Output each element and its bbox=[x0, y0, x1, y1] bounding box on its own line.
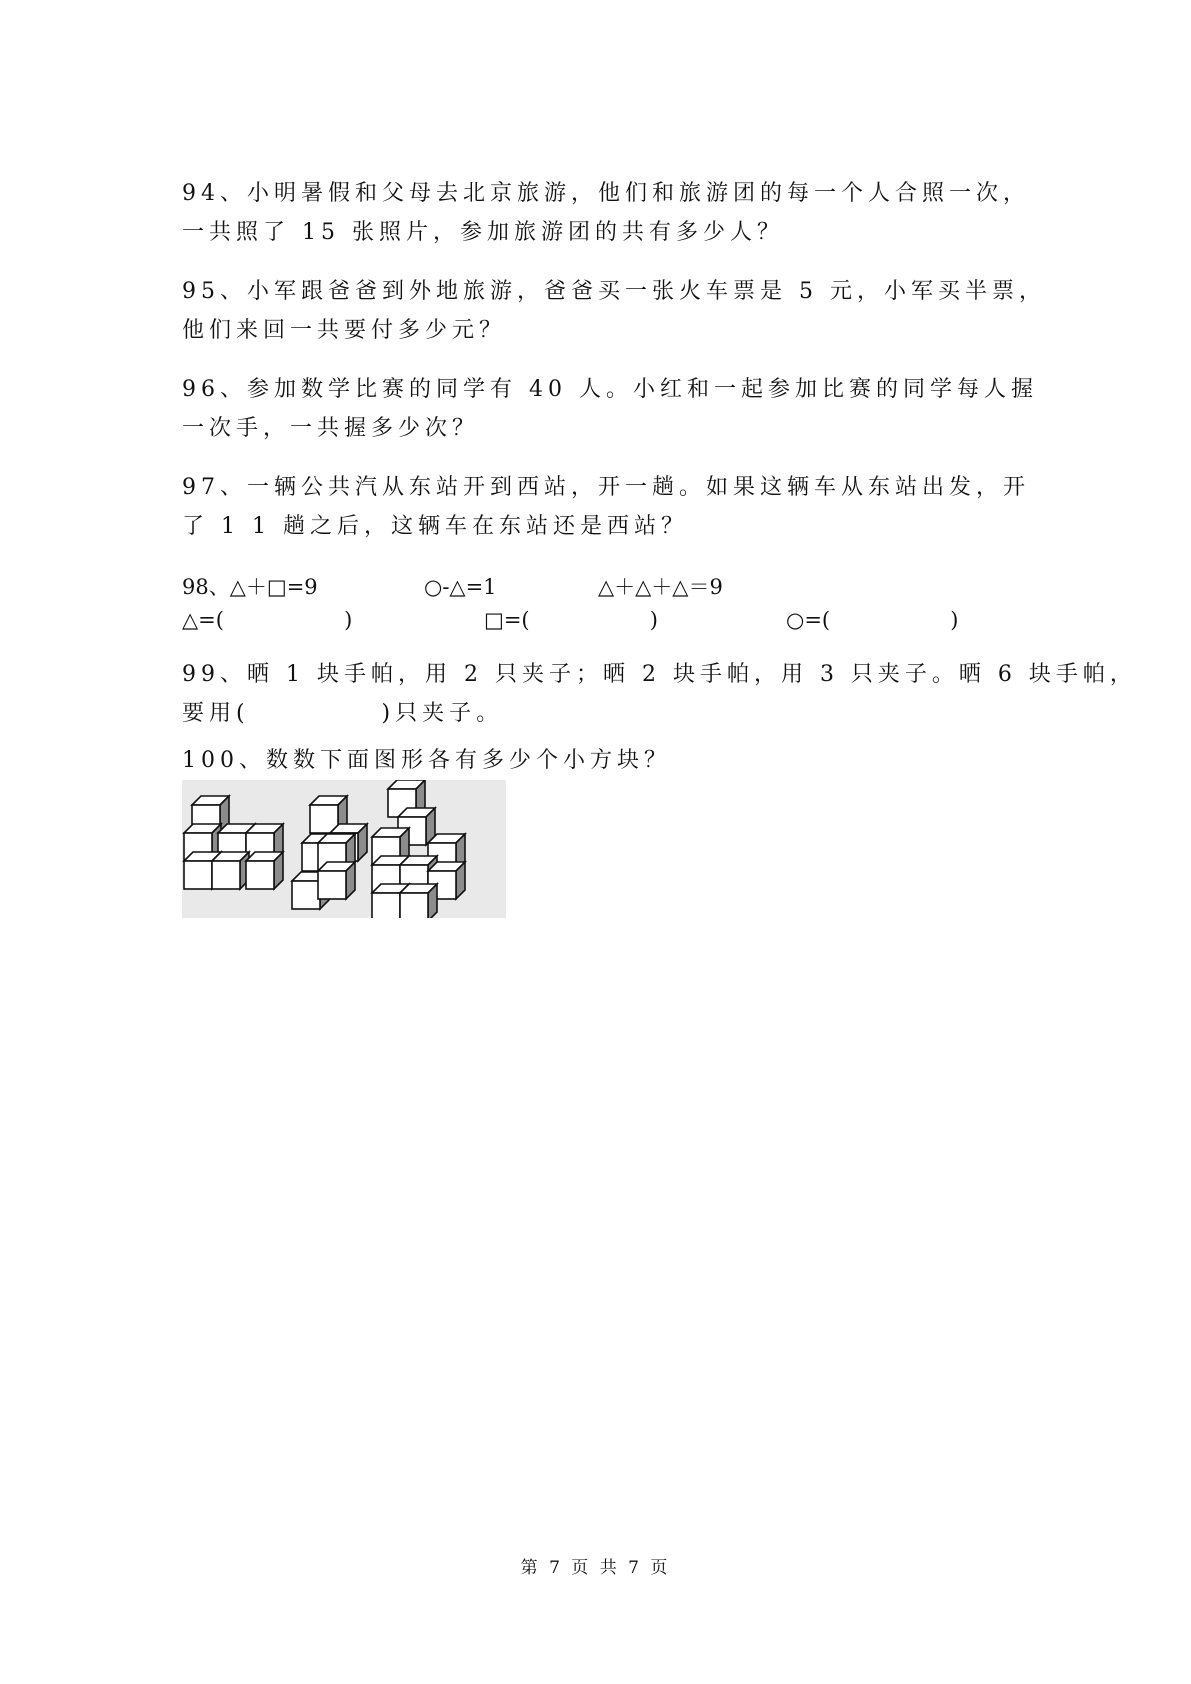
q98-answer-triangle: △=( ) bbox=[182, 608, 353, 632]
q98-equation-2: ○-△=1 bbox=[424, 575, 497, 599]
q96-line1: 96、参加数学比赛的同学有 40 人。小红和一起参加比赛的同学每人握 bbox=[182, 377, 1038, 402]
q96-line2: 一次手，一共握多少次？ bbox=[182, 416, 480, 441]
q95-line2: 他们来回一共要付多少元？ bbox=[182, 318, 507, 343]
q98-answer-square: □=( ) bbox=[484, 608, 658, 632]
q98-equation-3: △＋△＋△＝9 bbox=[598, 575, 723, 599]
page-footer: 第 7 页 共 7 页 bbox=[520, 1558, 671, 1578]
q100-line1: 100、数数下面图形各有多少个小方块？ bbox=[182, 748, 671, 773]
q94-line1: 94、小明暑假和父母去北京旅游，他们和旅游团的每一个人合照一次， bbox=[182, 181, 1030, 206]
cube-stack3-9 bbox=[400, 884, 437, 918]
q97-line1: 97、一辆公共汽从东站开到西站，开一趟。如果这辆车从东站出发，开 bbox=[182, 475, 1030, 500]
cube-stacks-figure bbox=[182, 780, 506, 918]
q98-answer-circle: ○=( ) bbox=[786, 608, 959, 632]
cube-stack1-7 bbox=[246, 852, 283, 889]
q94-line2: 一共照了 15 张照片，参加旅游团的共有多少人？ bbox=[182, 220, 784, 245]
q95-line1: 95、小军跟爸爸到外地旅游，爸爸买一张火车票是 5 元，小军买半票， bbox=[182, 279, 1046, 304]
cube-stacks-image bbox=[182, 780, 506, 918]
q97-line2: 了 1 1 趟之后，这辆车在东站还是西站？ bbox=[182, 514, 688, 539]
q99-line1: 99、晒 1 块手帕，用 2 只夹子；晒 2 块手帕，用 3 只夹子。晒 6 块手帕， bbox=[182, 662, 1137, 687]
q99-line2: 要用( )只夹子。 bbox=[182, 701, 504, 726]
cube-stack1-6 bbox=[212, 852, 249, 889]
q98-equation-1: 98、△＋□=9 bbox=[182, 575, 318, 599]
cube-stack2-6 bbox=[318, 862, 355, 899]
